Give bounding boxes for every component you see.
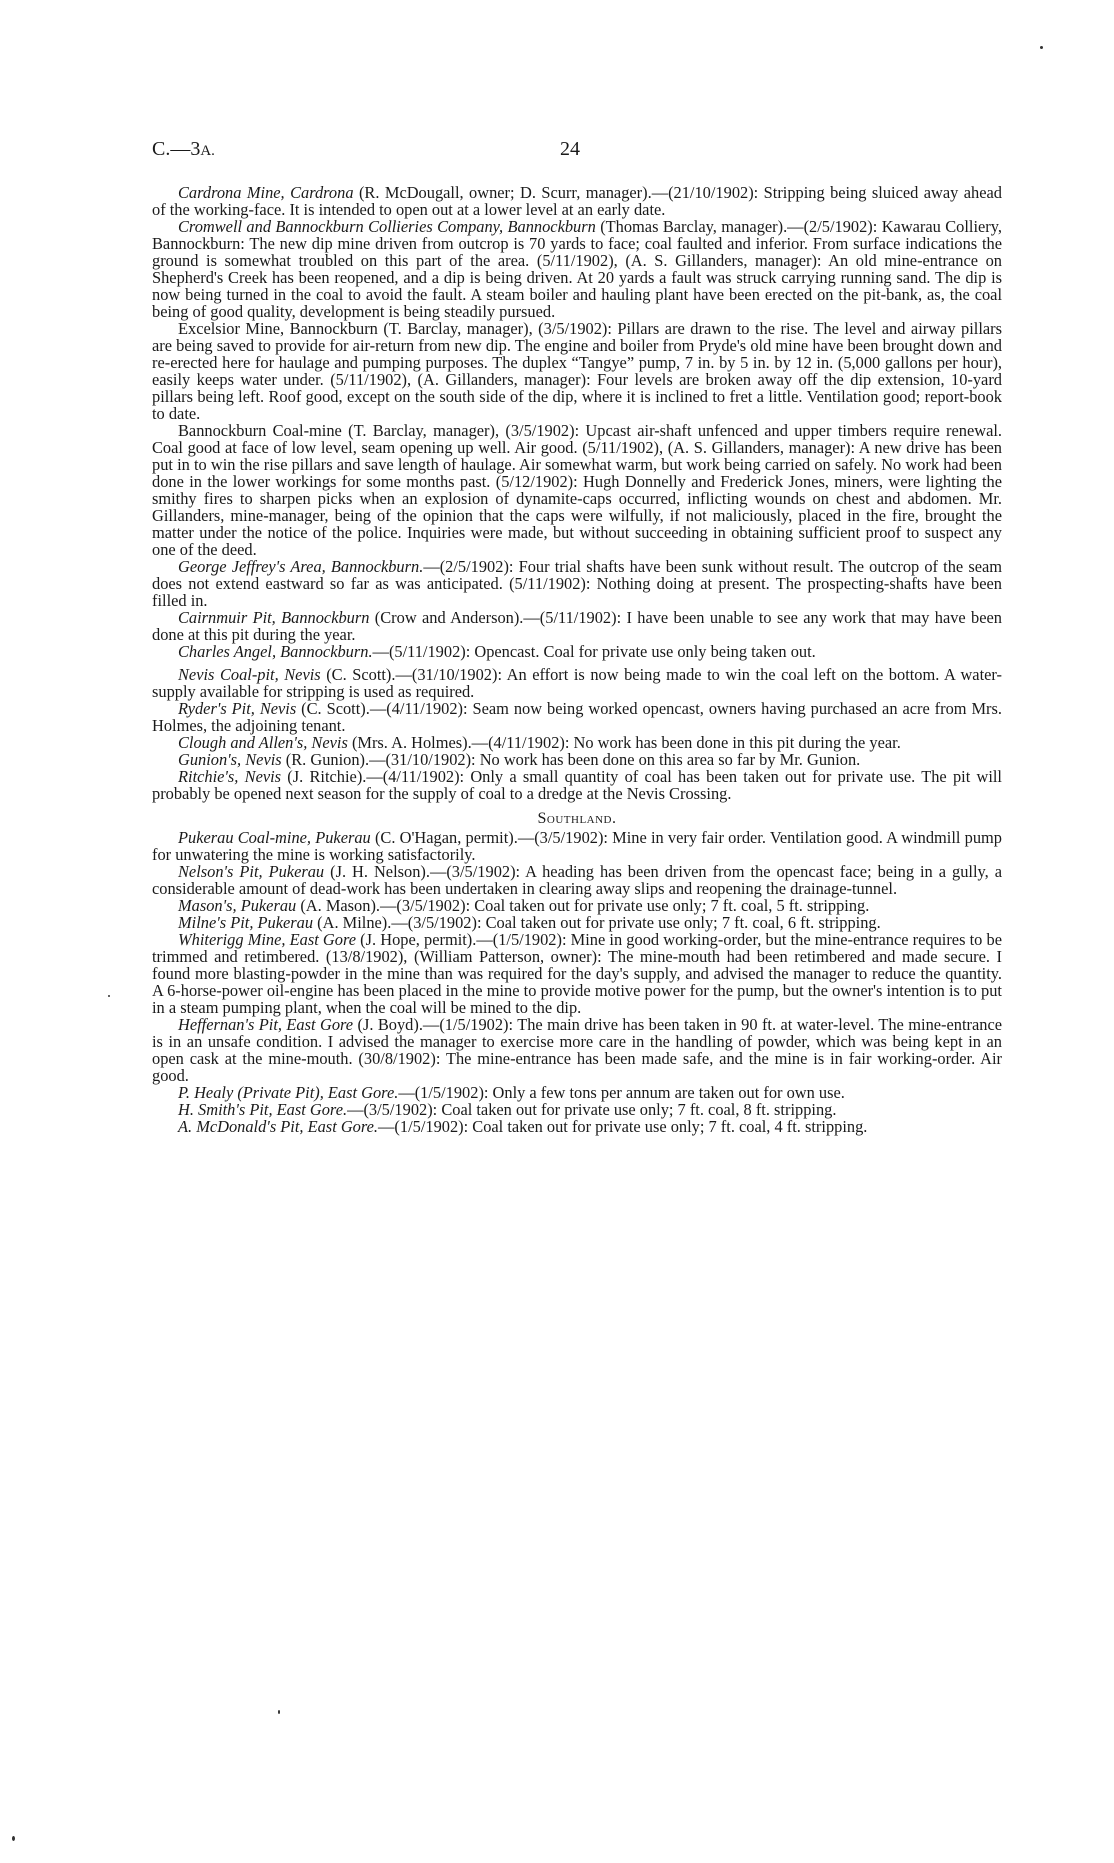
entry-name: Charles Angel, Bannockburn. — [178, 642, 373, 661]
entry-name: Whiterigg Mine, East Gore — [178, 930, 357, 949]
entry-paragraph — [152, 1101, 1002, 1118]
page-number: 24 — [560, 138, 580, 160]
entry-text: (C. O'Hagan, permit).—(3/5/1902): Mine in very fair order. Ventilation good. A windmill pump for unwatering the mine is working satisfactorily. — [152, 828, 1002, 864]
entry-text: (R. McDougall, owner; D. Scurr, manager).—(21/10/1902): Stripping being sluiced away ahead of the working-face. It is intended to open out at a lower level at an early date. — [152, 183, 1002, 219]
entry-text: (J. Ritchie).—(4/11/1902): Only a small quantity of coal has been taken out for private use. The pit will probably be opened next season for the supply of coal to a dredge at the Nevis Crossing. — [152, 767, 1002, 803]
entry-text: Bannockburn Coal-mine (T. Barclay, manager), (3/5/1902): Upcast air-shaft unfenced and upper timbers require renewal. Coal good at face of low level, seam opening up well. Air good. (5/11/1902), (A. S. Gillanders, manager): A new drive has been put in to win the rise pillars and save length of haulage. Air somewhat warm, but work being carried on safely. No work had been done in the lower workings for some months past. (5/12/1902): Hugh Donnelly and Frederick Jones, miners, were lighting the smithy fires to sharpen picks when an explosion of dynamite-caps occurred, inflicting wounds on chest and abdomen. Mr. Gillanders, mine-manager, being of the opinion that the caps were wilfully, if not maliciously, placed in the fire, brought the matter under the notice of the police. Inquiries were made, but without succeeding in obtaining sufficient proof to suspect any one of the deed. — [152, 421, 1002, 559]
speck-mark — [278, 1710, 280, 1714]
entry-text: —(1/5/1902): Coal taken out for private use only; 7 ft. coal, 4 ft. stripping. — [378, 1117, 868, 1136]
document-reference — [152, 138, 215, 161]
entry-paragraph — [152, 1118, 1002, 1135]
entry-paragraph — [152, 558, 1002, 609]
entry-name: H. Smith's Pit, East Gore. — [178, 1100, 348, 1119]
entry-text: (C. Scott).—(4/11/1902): Seam now being worked opencast, owners having purchased an acre from Mrs. Holmes, the adjoining tenant. — [152, 699, 1002, 735]
entry-text: (C. Scott).—(31/10/1902): An effort is now being made to win the coal left on the bottom. A water-supply available for stripping is used as required. — [152, 665, 1002, 701]
entry-text: (R. Gunion).—(31/10/1902): No work has been done on this area so far by Mr. Gunion. — [281, 750, 861, 769]
entry-text: (Thomas Barclay, manager).—(2/5/1902): Kawarau Colliery, Bannockburn: The new dip mine driven from outcrop is 70 yards to face; coal faulted and inferior. From surface indications the ground is somewhat troubled on this part of the area. (5/11/1902), (A. S. Gillanders, manager): An old mine-entrance on Shepherd's Creek has been reopened, and a dip is being driven. At 20 yards a fault was struck carrying running sand. The dip is now being turned in the coal to avoid the fault. A steam boiler and hauling plant have been erected on the pit-bank, as, the coal being of good quality, development is being steadily pursued. — [152, 217, 1002, 321]
entry-paragraph — [152, 320, 1002, 422]
entry-name: Nelson's Pit, Pukerau — [178, 862, 325, 881]
entry-paragraph — [152, 931, 1002, 1016]
entry-text: Excelsior Mine, Bannockburn (T. Barclay, manager), (3/5/1902): Pillars are drawn to the rise. The level and airway pillars are being saved to provide for air-return from new dip. The engine and boiler from Pryde's old mine have been brought down and re-erected here for haulage and pumping purposes. The duplex “Tangye” pump, 7 in. by 5 in. by 12 in. (5,000 gallons per hour), easily keeps water under. (5/11/1902), (A. Gillanders, manager): Four levels are broken away off the dip extension, 10-yard pillars being left. Roof good, except on the south side of the dip, where it is inclined to fret a little. Ventilation good; report-book to date. — [152, 319, 1002, 423]
entry-paragraph — [152, 863, 1002, 897]
section-heading-southland: Southland. — [537, 810, 617, 827]
entry-name: Heffernan's Pit, East Gore — [178, 1015, 354, 1034]
speck-mark — [108, 995, 110, 997]
entry-text: —(3/5/1902): Coal taken out for private use only; 7 ft. coal, 8 ft. stripping. — [347, 1100, 837, 1119]
entry-name: Mason's, Pukerau — [178, 896, 297, 915]
entry-paragraph — [152, 609, 1002, 643]
entry-name: Clough and Allen's, Nevis — [178, 733, 348, 752]
entry-text: (A. Mason).—(3/5/1902): Coal taken out for private use only; 7 ft. coal, 5 ft. stripping. — [296, 896, 870, 915]
document-reference-main: C.—3 — [152, 138, 201, 160]
entry-paragraph — [152, 897, 1002, 914]
entry-name: Gunion's, Nevis — [178, 750, 282, 769]
speck-mark — [12, 1836, 15, 1841]
entry-name: P. Healy (Private Pit), East Gore. — [178, 1083, 399, 1102]
entry-text: (J. Boyd).—(1/5/1902): The main drive has been taken in 90 ft. at water-level. The mine-entrance is in an unsafe condition. I advised the manager to exercise more care in the handling of powder, which was being kept in an open cask at the mine-mouth. (30/8/1902): The mine-entrance has been made safe, and the mine is in fair working-order. Air good. — [152, 1015, 1002, 1085]
entry-name: Ritchie's, Nevis — [178, 767, 282, 786]
speck-mark — [1040, 46, 1043, 49]
entry-paragraph — [152, 422, 1002, 558]
entry-name: Nevis Coal-pit, Nevis — [178, 665, 321, 684]
entry-name: Cromwell and Bannockburn Collieries Company, Bannockburn — [178, 217, 596, 236]
entry-name: A. McDonald's Pit, East Gore. — [178, 1117, 379, 1136]
entry-paragraph — [152, 734, 1002, 751]
entry-text: (A. Milne).—(3/5/1902): Coal taken out for private use only; 7 ft. coal, 6 ft. stripping. — [313, 913, 881, 932]
entry-paragraph — [152, 1084, 1002, 1101]
entry-name: George Jeffrey's Area, Bannockburn. — [178, 557, 424, 576]
entry-paragraph — [152, 218, 1002, 320]
entry-text: (Mrs. A. Holmes).—(4/11/1902): No work has been done in this pit during the year. — [347, 733, 901, 752]
entry-text: —(1/5/1902): Only a few tons per annum are taken out for own use. — [398, 1083, 845, 1102]
entry-paragraph — [152, 768, 1002, 802]
entry-paragraph — [152, 751, 1002, 768]
document-reference-suffix: A. — [200, 143, 215, 159]
report-body — [152, 184, 1002, 1135]
entry-text: (J. H. Nelson).—(3/5/1902): A heading has been driven from the opencast face; being in a gully, a considerable amount of dead-work has been undertaken in clearing away slips and reopening the drainage-tunnel. — [152, 862, 1002, 898]
entry-name: Ryder's Pit, Nevis — [178, 699, 297, 718]
entry-text: —(5/11/1902): Opencast. Coal for private use only being taken out. — [372, 642, 816, 661]
entry-paragraph — [152, 829, 1002, 863]
page-header — [152, 138, 1002, 162]
entry-paragraph — [152, 643, 1002, 660]
entry-paragraph — [152, 914, 1002, 931]
entry-text: (Crow and Anderson).—(5/11/1902): I have been unable to see any work that may have been done at this pit during the year. — [152, 608, 1002, 644]
entry-text: (J. Hope, permit).—(1/5/1902): Mine in good working-order, but the mine-entrance requires to be trimmed and retimbered. (13/8/1902), (William Patterson, owner): The mine-mouth had been retimbered and made secure. I found more blasting-powder in the mine than was required for the day's supply, and advised the manager to reduce the quantity. A 6-horse-power oil-engine has been placed in the mine to provide motive power for the pump, but the owner's intention is to put in a steam pumping plant, when the coal will be mined to the dip. — [152, 930, 1002, 1017]
entry-name: Pukerau Coal-mine, Pukerau — [178, 828, 371, 847]
entry-paragraph — [152, 666, 1002, 700]
entry-name: Cairnmuir Pit, Bannockburn — [178, 608, 370, 627]
entry-name: Cardrona Mine, Cardrona — [178, 183, 354, 202]
entry-paragraph — [152, 700, 1002, 734]
entry-paragraph — [152, 1016, 1002, 1084]
entry-paragraph — [152, 184, 1002, 218]
entry-text: —(2/5/1902): Four trial shafts have been sunk without result. The outcrop of the seam does not extend eastward so far as was anticipated. (5/11/1902): Nothing doing at present. The prospecting-shafts have been filled in. — [152, 557, 1002, 610]
entry-name: Milne's Pit, Pukerau — [178, 913, 314, 932]
